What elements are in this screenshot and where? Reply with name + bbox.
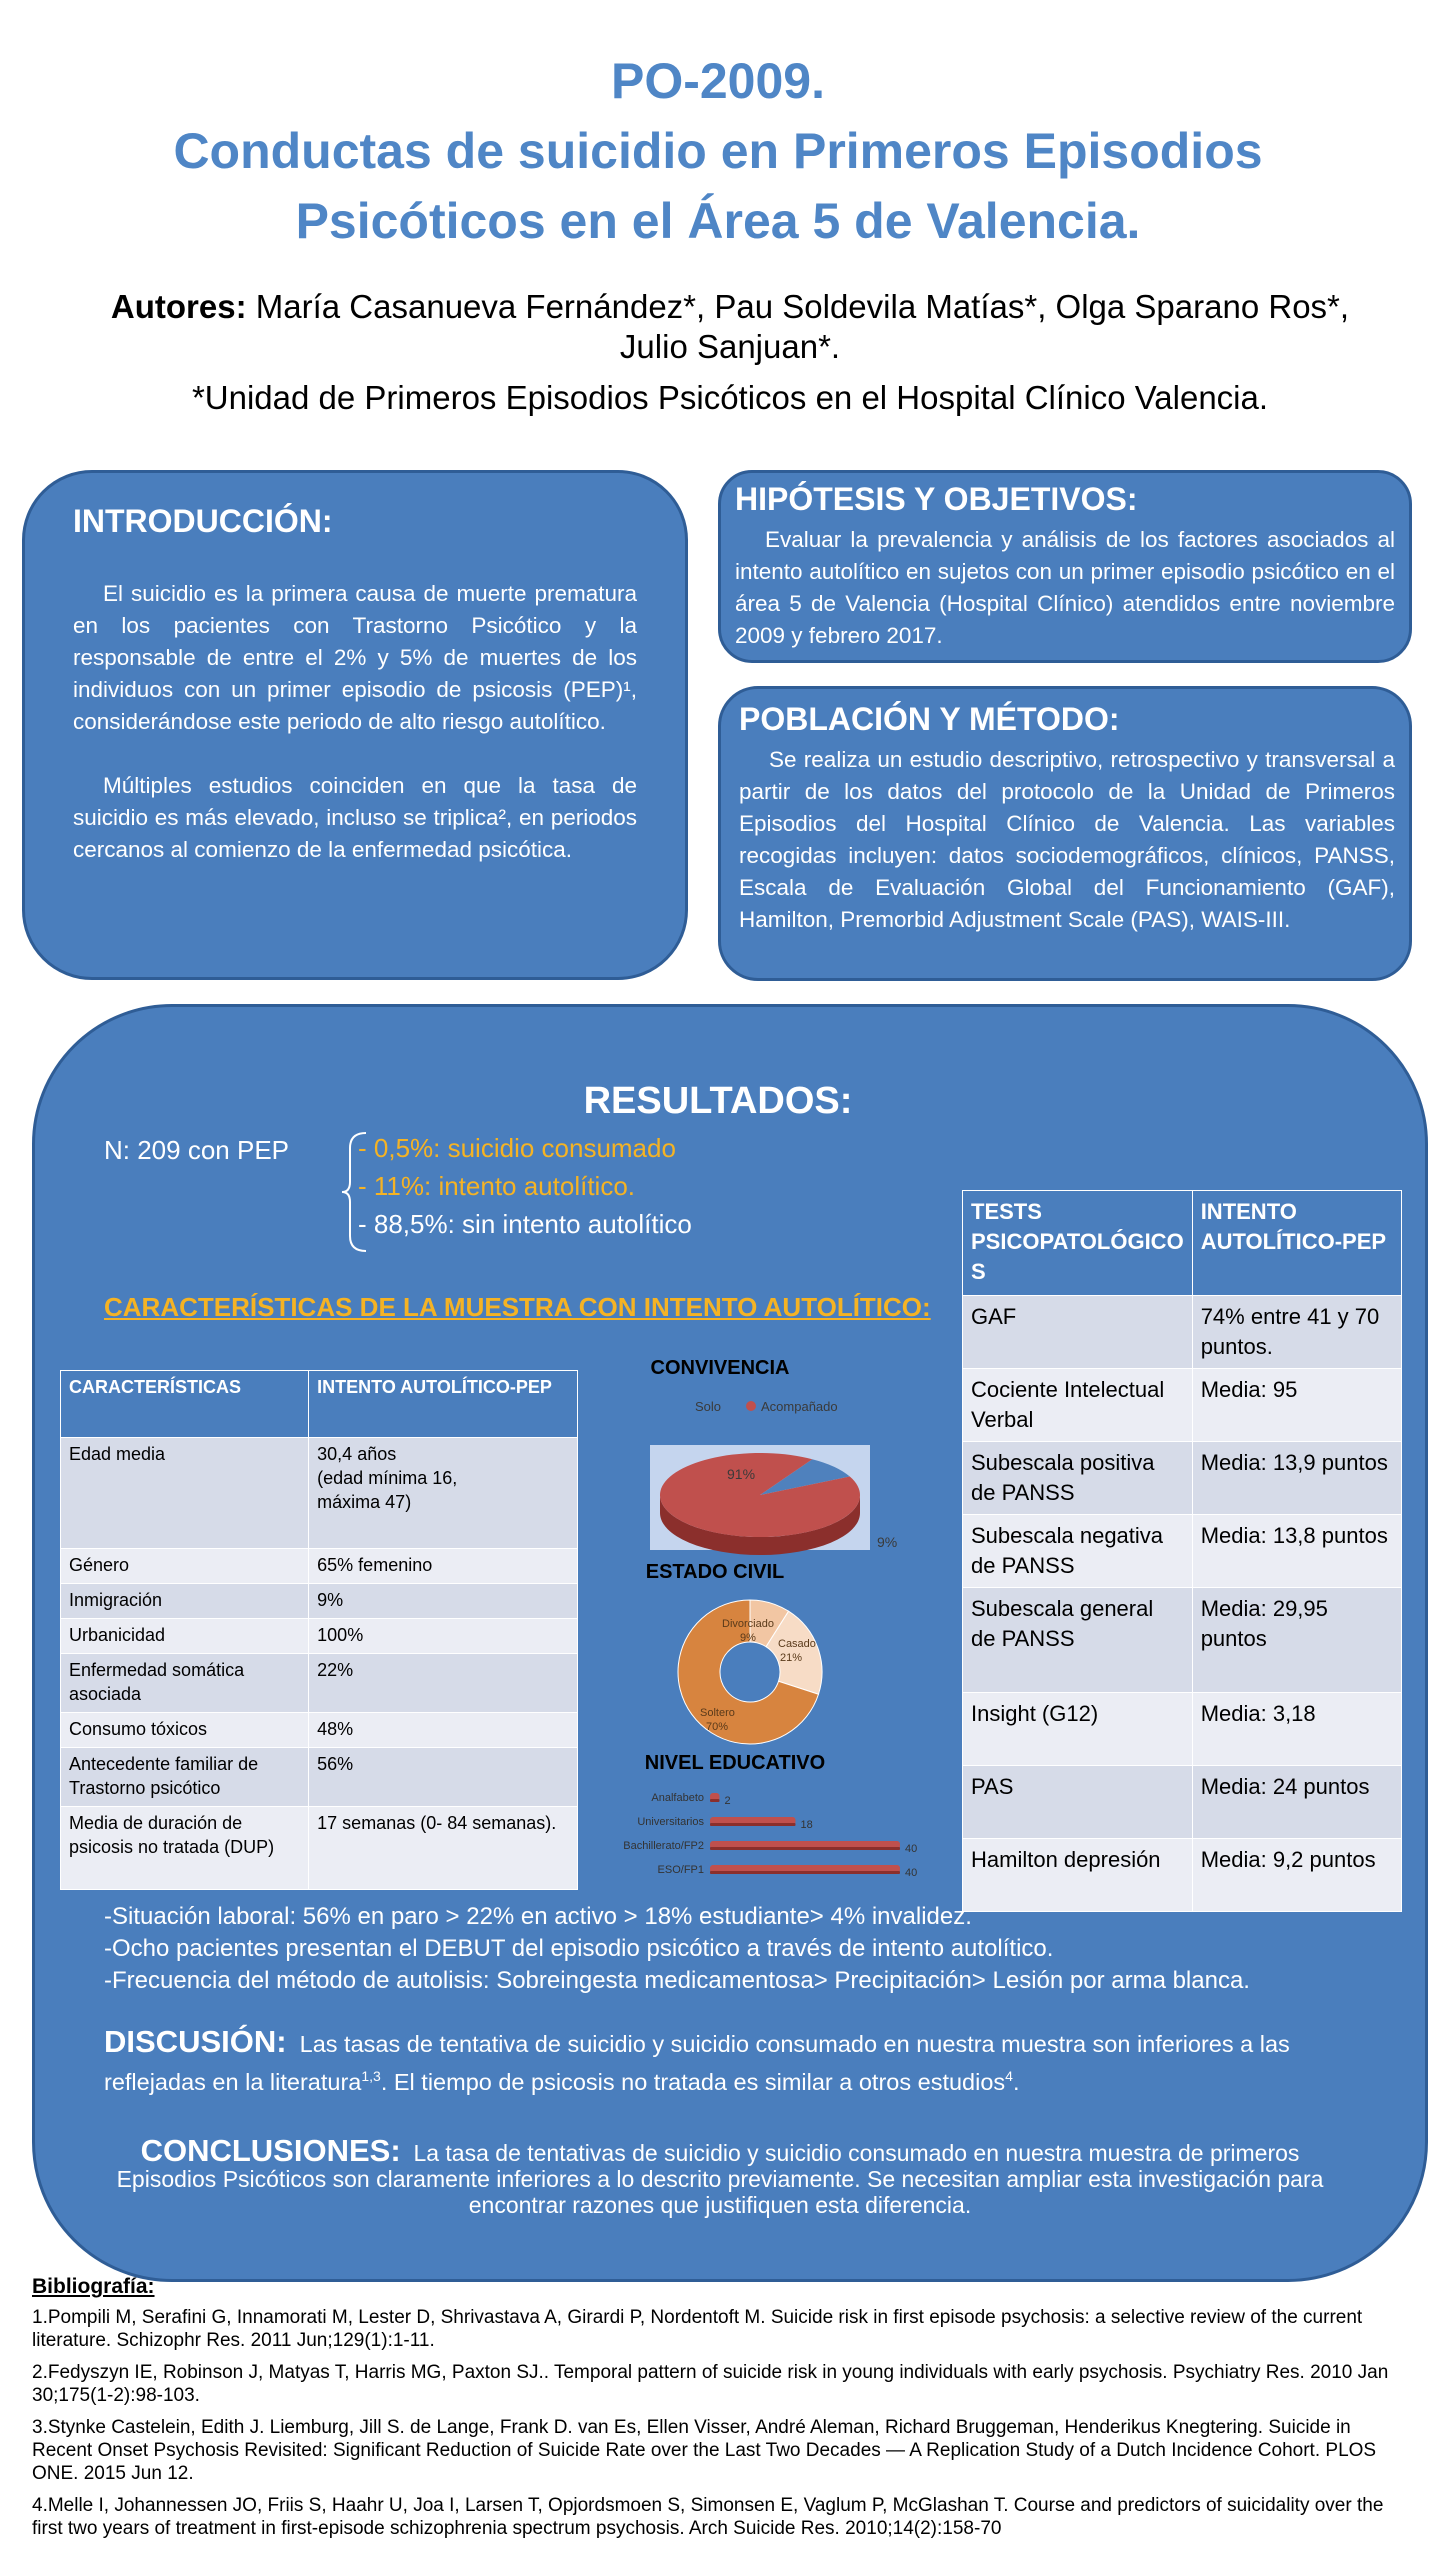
tests-table-cell: Subescala general de PANSS xyxy=(963,1588,1193,1693)
intro-panel xyxy=(22,470,688,980)
bibliography-list xyxy=(32,2306,1412,2549)
results-bullet-1: -Situación laboral: 56% en paro > 22% en activo > 18% estudiante> 4% invalidez. xyxy=(104,1903,972,1930)
discussion-text-b: . El tiempo de psicosis no tratada es similar a otros estudios xyxy=(380,2068,1006,2095)
tests-table-cell: 74% entre 41 y 70 puntos. xyxy=(1192,1296,1401,1369)
tests-table-header-row xyxy=(963,1191,1402,1296)
result-no-attempt: - 88,5%: sin intento autolítico xyxy=(358,1209,692,1239)
characteristics-table-header-row xyxy=(61,1371,578,1438)
characteristics-table-cell: 56% xyxy=(309,1748,578,1807)
characteristics-table-cell: 48% xyxy=(309,1713,578,1748)
bar-shadow xyxy=(710,1823,796,1826)
conclusions xyxy=(100,2133,1340,2218)
discussion-text-c: . xyxy=(1012,2068,1020,2095)
bar-value-label: 2 xyxy=(724,1795,731,1807)
tests-table-cell: Media: 29,95 puntos xyxy=(1192,1588,1401,1693)
tests-table-row xyxy=(963,1442,1402,1515)
bar-category-label: ESO/FP1 xyxy=(657,1864,704,1876)
poster-title-line1: Conductas de suicidio en Primeros Episodios xyxy=(173,123,1263,179)
characteristics-table-cell: Género xyxy=(61,1549,309,1584)
tests-table-header-cell: TESTS PSICOPATOLÓGICO S xyxy=(963,1191,1193,1296)
method-panel xyxy=(718,686,1412,981)
characteristics-table-row xyxy=(61,1584,578,1619)
characteristics-table-row xyxy=(61,1748,578,1807)
donut-label-divorciado: Divorciado xyxy=(722,1618,774,1630)
conclusions-heading: CONCLUSIONES: xyxy=(140,2133,401,2168)
donut-value-casado: 21% xyxy=(780,1652,803,1664)
characteristics-table-row xyxy=(61,1713,578,1748)
characteristics-table-cell: 17 semanas (0- 84 semanas). xyxy=(309,1807,578,1890)
tests-table-header-cell: INTENTO AUTOLÍTICO-PEP xyxy=(1192,1191,1401,1296)
discussion-text-a: Las tasas de tentativa de suicidio y suicidio consumado en nuestra muestra son inferiores a las reflejadas en la literatura xyxy=(104,2031,1290,2095)
sample-characteristics-heading: CARACTERÍSTICAS DE LA MUESTRA CON INTENTO AUTOLÍTICO: xyxy=(104,1292,931,1322)
tests-table-row xyxy=(963,1766,1402,1839)
tests-table-cell: Subescala negativa de PANSS xyxy=(963,1515,1193,1588)
chart-title-convivencia: CONVIVENCIA xyxy=(650,1357,790,1379)
characteristics-table-cell: Consumo tóxicos xyxy=(61,1713,309,1748)
affiliation: *Unidad de Primeros Episodios Psicóticos en el Hospital Clínico Valencia. xyxy=(191,379,1269,416)
characteristics-table-row xyxy=(61,1654,578,1713)
authors-line1: María Casanueva Fernández*, Pau Soldevila Matías*, Olga Sparano Ros*, xyxy=(255,288,1350,325)
donut-label-casado: Casado xyxy=(778,1638,816,1650)
hypothesis-heading: HIPÓTESIS Y OBJETIVOS: xyxy=(735,481,1138,517)
characteristics-table-row xyxy=(61,1619,578,1654)
results-heading: RESULTADOS: xyxy=(583,1080,853,1122)
legend-swatch-acompanado xyxy=(746,1401,756,1411)
bar-shadow xyxy=(710,1871,900,1874)
chart-title-estado-civil: ESTADO CIVIL xyxy=(645,1561,785,1583)
tests-table-row xyxy=(963,1369,1402,1442)
tests-table-cell: Media: 13,9 puntos xyxy=(1192,1442,1401,1515)
authors-label: Autores: xyxy=(110,288,247,325)
sample-size: N: 209 con PEP xyxy=(104,1135,289,1165)
hypothesis-text: Evaluar la prevalencia y análisis de los factores asociados al intento autolítico en sujetos con un primer episodio psicótico en el área 5 de Valencia (Hospital Clínico) atendidos entre noviembre 2009 y febrero 2017. xyxy=(735,527,1395,648)
tests-table-row xyxy=(963,1839,1402,1912)
intro-heading: INTRODUCCIÓN: xyxy=(73,503,333,539)
characteristics-table-cell: Inmigración xyxy=(61,1584,309,1619)
bibliography-heading: Bibliografía: xyxy=(32,2275,155,2298)
tests-table-cell: Insight (G12) xyxy=(963,1693,1193,1766)
bar-value-label: 40 xyxy=(905,1843,918,1855)
method-heading: POBLACIÓN Y MÉTODO: xyxy=(739,701,1120,737)
reference-2: 2.Fedyszyn IE, Robinson J, Matyas T, Harris MG, Paxton SJ.. Temporal pattern of suicide risk in young individuals with early psychosis. Psychiatry Res. 2010 Jan 30;175(1-2):98-103. xyxy=(32,2362,1389,2406)
intro-paragraph-1: El suicidio es la primera causa de muerte prematura en los pacientes con Trastorno Psicótico y la responsable de entre el 2% y 5% de muertes de los individuos con un primer episodio de psicosis (PEP)¹, considerándose este periodo de alto riesgo autolítico. xyxy=(73,581,637,734)
nivel-educativo-bar-chart xyxy=(590,1782,930,1902)
bar-shadow xyxy=(710,1847,900,1850)
authors-line2: Julio Sanjuan*. xyxy=(619,328,841,365)
poster-title-line2: Psicóticos en el Área 5 de Valencia. xyxy=(295,193,1141,249)
discussion-sup-a: 1,3 xyxy=(361,2068,381,2084)
bar-value-label: 40 xyxy=(905,1867,918,1879)
characteristics-table-cell: Media de duración de psicosis no tratada (DUP) xyxy=(61,1807,309,1890)
legend-label-solo: Solo xyxy=(695,1399,722,1414)
characteristics-table-header-cell: INTENTO AUTOLÍTICO-PEP xyxy=(309,1371,578,1438)
donut-value-divorciado: 9% xyxy=(740,1632,756,1644)
pie-label-acompanado: 91% xyxy=(727,1466,756,1482)
reference-1: 1.Pompili M, Serafini G, Innamorati M, Lester D, Shrivastava A, Girardi P, Nordentoft M. Suicide risk in first episode psychosis: a selective review of the current literature. Schizophr Res. 2011 Jun;129(1):1-11. xyxy=(32,2307,1363,2351)
characteristics-table-cell: 22% xyxy=(309,1654,578,1713)
reference-4: 4.Melle I, Johannessen JO, Friis S, Haahr U, Joa I, Larsen T, Opjordsmoen S, Simonsen E, Vaglum P, McGlashan T. Course and predictors of suicidality over the first two years of treatment in first-episode schizophrenia spectrum psychosis. Arch Suicide Res. 2010;14(2):158-70 xyxy=(32,2495,1384,2539)
characteristics-table-row xyxy=(61,1438,578,1549)
tests-table xyxy=(962,1190,1402,1912)
characteristics-table-cell: 100% xyxy=(309,1619,578,1654)
conclusions-text: La tasa de tentativas de suicidio y suicidio consumado en nuestra muestra de primeros Episodios Psicóticos son claramente inferiores a lo descrito previamente. Se necesitan ampliar esta investigación para encontrar razones que justifiquen esta diferencia. xyxy=(116,2140,1324,2218)
donut-value-soltero: 70% xyxy=(706,1721,729,1733)
bar-category-label: Universitarios xyxy=(637,1816,704,1828)
results-bullet-3: -Frecuencia del método de autolisis: Sobreingesta medicamentosa> Precipitación> Lesión por arma blanca. xyxy=(104,1967,1250,1994)
method-text: Se realiza un estudio descriptivo, retrospectivo y transversal a partir de los datos del protocolo de la Unidad de Primeros Episodios del Hospital Clínico de Valencia. Las variables recogidas incluyen: datos sociodemográficos, clínicos, PANSS, Escala de Evaluación Global del Funcionamiento (GAF), Hamilton, Premorbid Adjustment Scale (PAS), WAIS-III. xyxy=(739,747,1395,932)
estado-civil-donut-chart xyxy=(640,1592,870,1762)
pie-label-solo: 9% xyxy=(877,1534,898,1550)
poster-code: PO-2009. xyxy=(610,53,825,109)
bar-category-label: Analfabeto xyxy=(651,1792,704,1804)
results-bullet-2: -Ocho pacientes presentan el DEBUT del episodio psicótico a través de intento autolítico. xyxy=(104,1935,1054,1962)
characteristics-table-cell: Enfermedad somática asociada xyxy=(61,1654,309,1713)
characteristics-table xyxy=(60,1370,578,1890)
characteristics-table-cell: 30,4 años (edad mínima 16, máxima 47) xyxy=(309,1438,578,1549)
tests-table-row xyxy=(963,1515,1402,1588)
authors xyxy=(40,287,1420,367)
characteristics-table-cell: Edad media xyxy=(61,1438,309,1549)
result-suicide-attempt: - 11%: intento autolítico. xyxy=(358,1171,636,1201)
bar-category-label: Bachillerato/FP2 xyxy=(623,1840,704,1852)
tests-table-row xyxy=(963,1693,1402,1766)
donut-label-soltero: Soltero xyxy=(700,1707,735,1719)
hypothesis-panel xyxy=(718,470,1412,663)
bar-shadow xyxy=(710,1799,720,1802)
characteristics-table-cell: Urbanicidad xyxy=(61,1619,309,1654)
discussion xyxy=(104,2026,1354,2098)
tests-table-cell: PAS xyxy=(963,1766,1193,1839)
intro-paragraph-2: Múltiples estudios coinciden en que la tasa de suicidio es más elevado, incluso se triplica², en periodos cercanos al comienzo de la enfermedad psicótica. xyxy=(73,773,637,862)
convivencia-pie-chart xyxy=(615,1385,905,1555)
result-suicide-completed: - 0,5%: suicidio consumado xyxy=(358,1133,676,1163)
tests-table-cell: GAF xyxy=(963,1296,1193,1369)
bar-value-label: 18 xyxy=(800,1819,813,1831)
tests-table-row xyxy=(963,1588,1402,1693)
chart-title-nivel-educativo: NIVEL EDUCATIVO xyxy=(644,1752,826,1774)
legend-label-acompanado: Acompañado xyxy=(761,1399,838,1414)
tests-table-cell: Cociente Intelectual Verbal xyxy=(963,1369,1193,1442)
characteristics-table-cell: 65% femenino xyxy=(309,1549,578,1584)
tests-table-cell: Media: 24 puntos xyxy=(1192,1766,1401,1839)
characteristics-table-cell: Antecedente familiar de Trastorno psicótico xyxy=(61,1748,309,1807)
tests-table-cell: Media: 95 xyxy=(1192,1369,1401,1442)
characteristics-table-row xyxy=(61,1549,578,1584)
characteristics-table-header-cell: CARACTERÍSTICAS xyxy=(61,1371,309,1438)
tests-table-cell: Media: 9,2 puntos xyxy=(1192,1839,1401,1912)
characteristics-table-row xyxy=(61,1807,578,1890)
reference-3: 3.Stynke Castelein, Edith J. Liemburg, Jill S. de Lange, Frank D. van Es, Ellen Visser, André Aleman, Richard Bruggeman, Henderikus Knegtering. Suicide in Recent Onset Psychosis Revisited: Significant Reduction of Suicide Rate over the Last Two Decades — A Replication Study of a Dutch Incidence Cohort. PLOS ONE. 2015 Jun 12. xyxy=(32,2417,1377,2484)
tests-table-cell: Media: 3,18 xyxy=(1192,1693,1401,1766)
discussion-heading: DISCUSIÓN: xyxy=(104,2024,287,2059)
discussion-sup-b: 4 xyxy=(1005,2068,1013,2084)
tests-table-cell: Subescala positiva de PANSS xyxy=(963,1442,1193,1515)
tests-table-cell: Hamilton depresión xyxy=(963,1839,1193,1912)
tests-table-cell: Media: 13,8 puntos xyxy=(1192,1515,1401,1588)
characteristics-table-cell: 9% xyxy=(309,1584,578,1619)
tests-table-row xyxy=(963,1296,1402,1369)
